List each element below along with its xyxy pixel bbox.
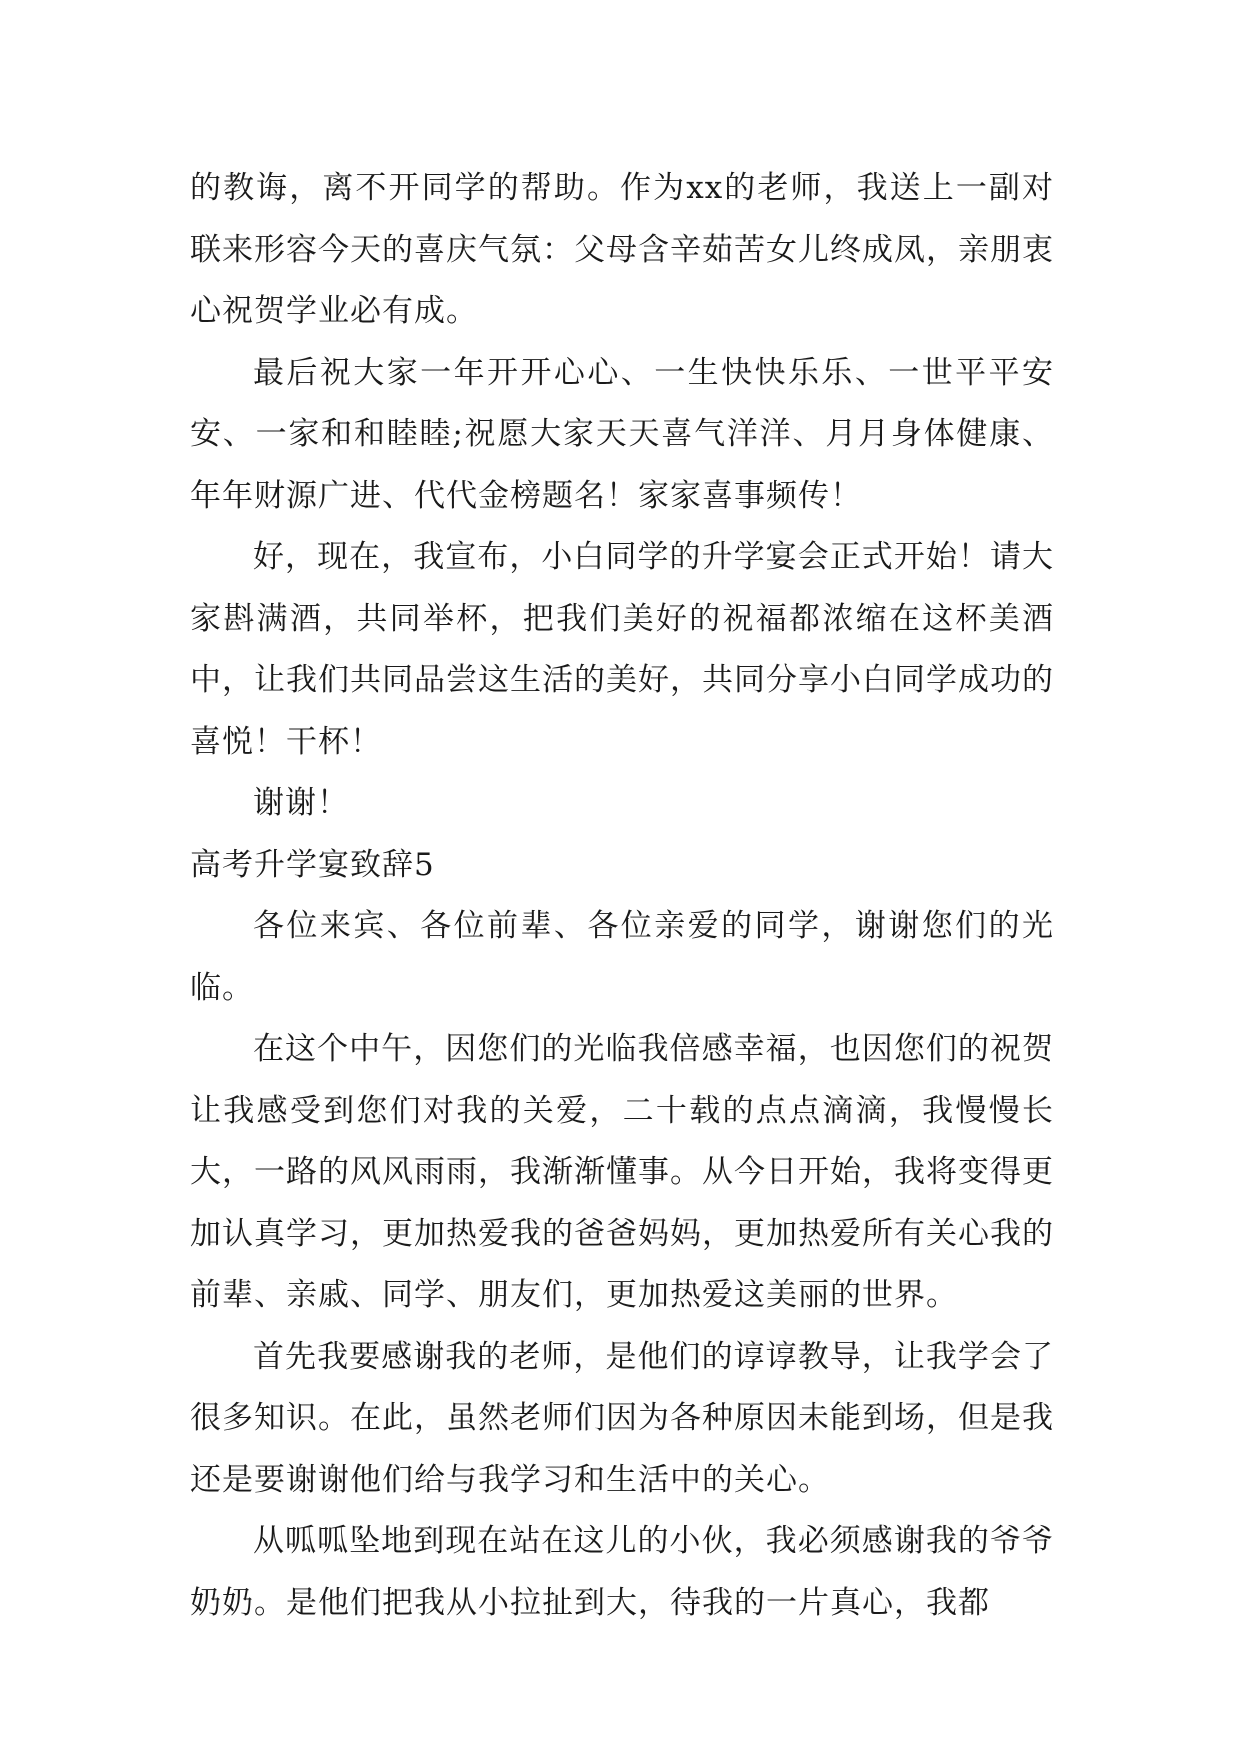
paragraph-welcome: 各位来宾、各位前辈、各位亲爱的同学，谢谢您们的光临。 bbox=[190, 908, 1054, 1006]
paragraph-thank-grandparents: 从呱呱坠地到现在站在这儿的小伙，我必须感谢我的爷爷奶奶。是他们把我从小拉扯到大，待我的一片真心，我都 bbox=[190, 1523, 1054, 1621]
paragraph-thank-teachers: 首先我要感谢我的老师，是他们的谆谆教导，让我学会了很多知识。在此，虽然老师们因为各种原因未能到场，但是我还是要谢谢他们给与我学习和生活中的关心。 bbox=[190, 1338, 1054, 1498]
paragraph-blessings: 最后祝大家一年开开心心、一生快快乐乐、一世平平安安、一家和和睦睦;祝愿大家天天喜气洋洋、月月身体健康、年年财源广进、代代金榜题名！家家喜事频传！ bbox=[190, 354, 1054, 514]
paragraph-thanks: 谢谢！ bbox=[253, 785, 349, 821]
paragraph-gratitude: 在这个中午，因您们的光临我倍感幸福，也因您们的祝贺让我感受到您们对我的关爱，二十载的点点滴滴，我慢慢长大，一路的风风雨雨，我渐渐懂事。从今日开始，我将变得更加认真学习，更加热爱我的爸爸妈妈，更加热爱所有关心我的前辈、亲戚、同学、朋友们，更加热爱这美丽的世界。 bbox=[190, 1031, 1054, 1313]
document-page bbox=[190, 158, 1054, 1634]
paragraph-teacher-couplet: 的教诲，离不开同学的帮助。作为xx的老师，我送上一副对联来形容今天的喜庆气氛：父母含辛茹苦女儿终成凤，亲朋衷心祝贺学业必有成。 bbox=[190, 170, 1054, 329]
paragraph-banquet-start: 好，现在，我宣布，小白同学的升学宴会正式开始！请大家斟满酒，共同举杯，把我们美好的祝福都浓缩在这杯美酒中，让我们共同品尝这生活的美好，共同分享小白同学成功的喜悦！干杯！ bbox=[190, 539, 1054, 760]
section-heading: 高考升学宴致辞5 bbox=[190, 846, 435, 883]
